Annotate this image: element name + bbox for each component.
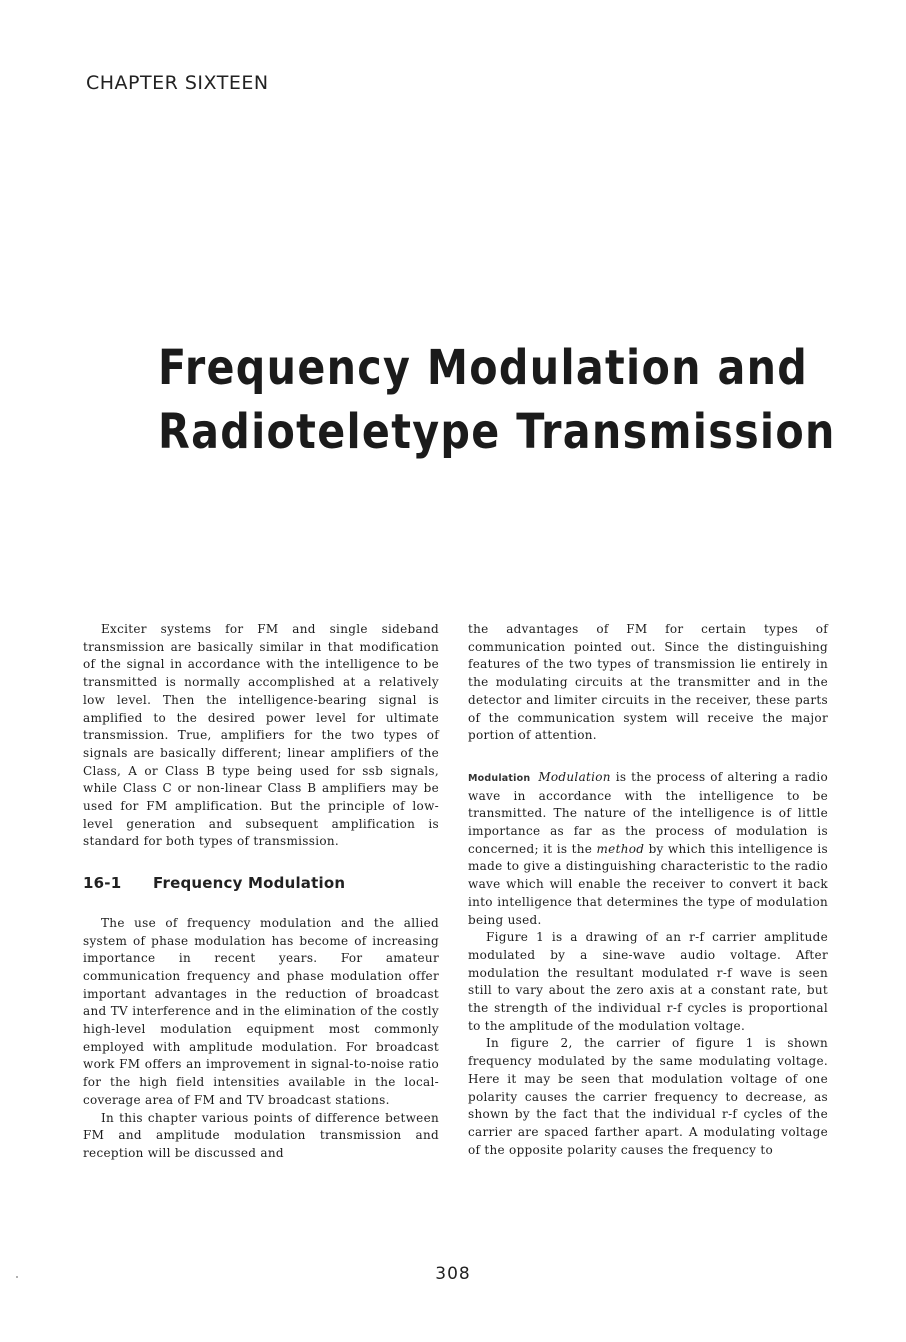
chapter-title (158, 336, 836, 464)
modulation-sidehead: Modulation (468, 772, 531, 784)
chapter-label: CHAPTER SIXTEEN (86, 72, 269, 94)
intro-paragraph: Exciter systems for FM and single sideband transmission are basically similar in that modification of the signal in accordance with the intelligence to be transmitted is normally accomplished at a relatively low level. Then the intelligence-bearing signal is amplified to the desired power level for ultimate transmission. True, amplifiers for the two types of signals are basically different; linear amplifiers of the Class, A or Class B type being used for ssb signals, while Class C or non-linear Class B amplifiers may be used for FM amplification. But the principle of low-level generation and subsequent amplification is standard for both types of transmission. (83, 622, 439, 849)
left-column (83, 621, 439, 1163)
continued-paragraph: the advantages of FM for certain types of communication pointed out. Since the distinguishing features of the two types of transmission lie entirely in the modulating circuits at the transmitter and in the detector and limiter circuits in the receiver, these parts of the communication system will receive the major portion of attention. (468, 622, 828, 743)
modulation-emphasis: method (596, 841, 645, 856)
right-column (468, 621, 828, 1159)
modulation-text-1: is the process of altering a radio wave in accordance with the intelligence to be transmitted. The nature of the intelligence is of little importance as far as the process of modulation is concerned; it is the (468, 769, 828, 856)
chapter-title-line-2: Radioteletype Transmission (158, 404, 836, 460)
figure-2-paragraph: In figure 2, the carrier of figure 1 is shown frequency modulated by the same modulating voltage. Here it may be seen that modulation voltage of one polarity causes the carrier frequency to decrease, as shown by the fact that the individual r-f cycles of the carrier are spaced farther apart. A modulating voltage of the opposite polarity causes the frequency to (468, 1036, 828, 1157)
section-title: Frequency Modulation (153, 874, 346, 893)
modulation-paragraph (468, 769, 828, 929)
section-number: 16-1 (83, 874, 122, 893)
fm-paragraph-1: The use of frequency modulation and the allied system of phase modulation has become of increasing importance in recent years. For amateur communication frequency and phase modulation offer important advantages in the reduction of broadcast and TV interference and in the elimination of the costly high-level modulation equipment most commonly employed with amplitude modulation. For broadcast work FM offers an improvement in signal-to-noise ratio for the high field intensities available in the local-coverage area of FM and TV broadcast stations. (83, 915, 439, 1107)
chapter-title-line-1: Frequency Modulation and (158, 340, 809, 396)
modulation-term: Modulation (538, 769, 611, 784)
modulation-text-2: by which this intelligence is made to give a distinguishing characteristic to the radio wave which will enable the receiver to convert it back into intelligence that determines the type of modulation being used. (468, 841, 829, 927)
fm-paragraph-2: In this chapter various points of difference between FM and amplitude modulation transmission and reception will be discussed and (83, 1110, 439, 1160)
page-number: 308 (435, 1264, 471, 1284)
figure-1-paragraph: Figure 1 is a drawing of an r-f carrier amplitude modulated by a sine-wave audio voltage. After modulation the resultant modulated r-f wave is seen still to vary about the zero axis at a constant rate, but the strength of the individual r-f cycles is proportional to the amplitude of the modulation voltage. (468, 930, 828, 1033)
scan-speck (16, 1276, 18, 1278)
section-heading (83, 875, 439, 893)
